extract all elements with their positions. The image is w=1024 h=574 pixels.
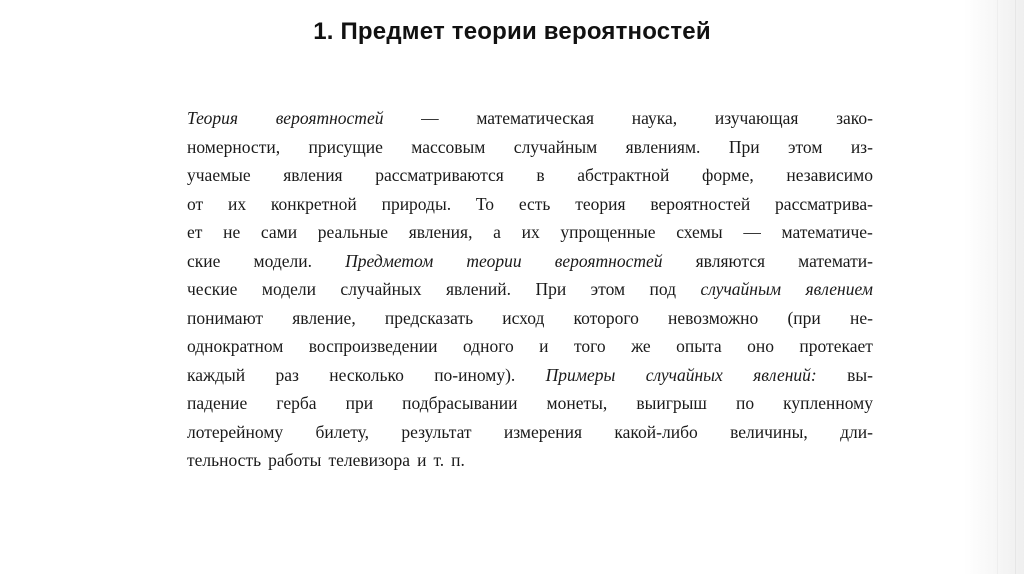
page-edge-line xyxy=(1015,0,1016,574)
word: явлений. xyxy=(445,279,511,299)
word: есть xyxy=(518,193,551,214)
emphasis-word: вероятностей xyxy=(275,108,384,128)
word: При xyxy=(535,279,567,299)
word: из- xyxy=(850,136,873,157)
word: учаемые xyxy=(187,165,251,185)
word: рассматрива- xyxy=(775,193,873,214)
word: купленному xyxy=(783,393,873,413)
text-line xyxy=(187,304,873,333)
word: измерения xyxy=(503,421,583,442)
emphasis-word: случайным xyxy=(700,279,782,299)
word: (при xyxy=(787,307,821,328)
emphasis-word: вероятностей xyxy=(554,250,663,271)
word: монеты, xyxy=(546,393,608,413)
word: оно xyxy=(747,336,774,356)
word: математи- xyxy=(798,250,873,271)
word: их xyxy=(521,222,540,242)
word: дли- xyxy=(840,421,873,442)
text-line xyxy=(187,161,873,190)
word: случайным xyxy=(513,136,598,157)
word: выигрыш xyxy=(636,393,707,413)
word: опыта xyxy=(676,336,722,356)
word: теория xyxy=(575,193,626,214)
word: форме, xyxy=(701,165,754,185)
word: их xyxy=(227,193,247,214)
word: упрощенные xyxy=(560,222,656,242)
word: этом xyxy=(590,279,626,299)
word: т. xyxy=(433,450,445,470)
word: зако- xyxy=(836,108,873,128)
word: которого xyxy=(573,307,639,328)
word: работы xyxy=(268,450,322,470)
page-edge-line xyxy=(997,0,998,574)
text-line xyxy=(187,361,873,390)
text-line xyxy=(187,218,873,247)
word: рассматриваются xyxy=(375,165,504,185)
word: от xyxy=(187,193,204,214)
word: и xyxy=(539,336,549,356)
word: этом xyxy=(787,136,823,157)
word: реальные xyxy=(317,222,389,242)
word: под xyxy=(649,279,677,299)
word: по xyxy=(735,393,755,413)
word: тельность xyxy=(187,450,262,470)
emphasis-word: Предметом xyxy=(345,250,434,271)
text-line xyxy=(187,104,873,133)
text-line xyxy=(187,275,873,304)
word: вероятностей xyxy=(650,193,751,214)
word: ские xyxy=(187,250,221,271)
word: результат xyxy=(401,421,472,442)
emphasis-word: случайных xyxy=(645,364,723,385)
word: каждый xyxy=(187,364,246,385)
word: массовым xyxy=(411,136,486,157)
word: абстрактной xyxy=(577,165,670,185)
word: невозможно xyxy=(668,307,759,328)
word: природы. xyxy=(381,193,452,214)
word: — xyxy=(421,108,439,128)
word: и xyxy=(417,450,427,470)
word: п. xyxy=(451,450,465,470)
word: явлениям. xyxy=(625,136,701,157)
word: схемы xyxy=(676,222,723,242)
word: в xyxy=(536,165,545,185)
text-line xyxy=(187,133,873,162)
word: не xyxy=(223,222,241,242)
word: герба xyxy=(276,393,317,413)
word: лотерейному xyxy=(187,421,284,442)
word: ческие xyxy=(187,279,238,299)
emphasis-word: теории xyxy=(466,250,522,271)
word: присущие xyxy=(308,136,383,157)
word: какой-либо xyxy=(614,421,698,442)
word: изучающая xyxy=(714,108,799,128)
text-line xyxy=(187,418,873,447)
word: явление, xyxy=(292,307,356,328)
word: независимо xyxy=(786,165,873,185)
word: конкретной xyxy=(270,193,357,214)
word: сами xyxy=(260,222,298,242)
word: раз xyxy=(275,364,299,385)
text-line xyxy=(187,332,873,361)
word: билету, xyxy=(315,421,370,442)
emphasis-word: Примеры xyxy=(545,364,616,385)
word: по-иному). xyxy=(434,364,516,385)
text-line xyxy=(187,389,873,418)
word: предсказать xyxy=(384,307,474,328)
word: несколько xyxy=(329,364,404,385)
word: вы- xyxy=(847,364,873,385)
word: величины, xyxy=(730,421,808,442)
word: воспроизведении xyxy=(308,336,438,356)
word: того xyxy=(573,336,606,356)
word: исход xyxy=(502,307,545,328)
word: протекает xyxy=(799,336,873,356)
word: при xyxy=(345,393,374,413)
word: То xyxy=(475,193,495,214)
emphasis-word: явлений: xyxy=(753,364,817,385)
word: модели. xyxy=(253,250,312,271)
body-paragraph xyxy=(187,104,873,475)
word: а xyxy=(493,222,501,242)
emphasis-word: явлением xyxy=(805,279,873,299)
word: одного xyxy=(462,336,514,356)
word: же xyxy=(631,336,651,356)
text-line xyxy=(187,247,873,276)
emphasis-word: Теория xyxy=(187,108,239,128)
word: математиче- xyxy=(781,222,873,242)
word: ет xyxy=(187,222,203,242)
word: понимают xyxy=(187,307,264,328)
word: — xyxy=(743,222,761,242)
word: подбрасывании xyxy=(402,393,518,413)
word: При xyxy=(728,136,760,157)
text-line xyxy=(187,190,873,219)
word: являются xyxy=(695,250,766,271)
word: явления xyxy=(283,165,343,185)
word: не- xyxy=(849,307,873,328)
slide-title: 1. Предмет теории вероятностей xyxy=(313,18,711,45)
word: явления, xyxy=(408,222,473,242)
word: номерности, xyxy=(187,136,281,157)
word: наука, xyxy=(631,108,678,128)
word: модели xyxy=(261,279,316,299)
word: падение xyxy=(187,393,248,413)
word: телевизора xyxy=(328,450,411,470)
word: случайных xyxy=(340,279,422,299)
text-line xyxy=(187,446,873,475)
word: математическая xyxy=(476,108,595,128)
word: однократном xyxy=(187,336,284,356)
